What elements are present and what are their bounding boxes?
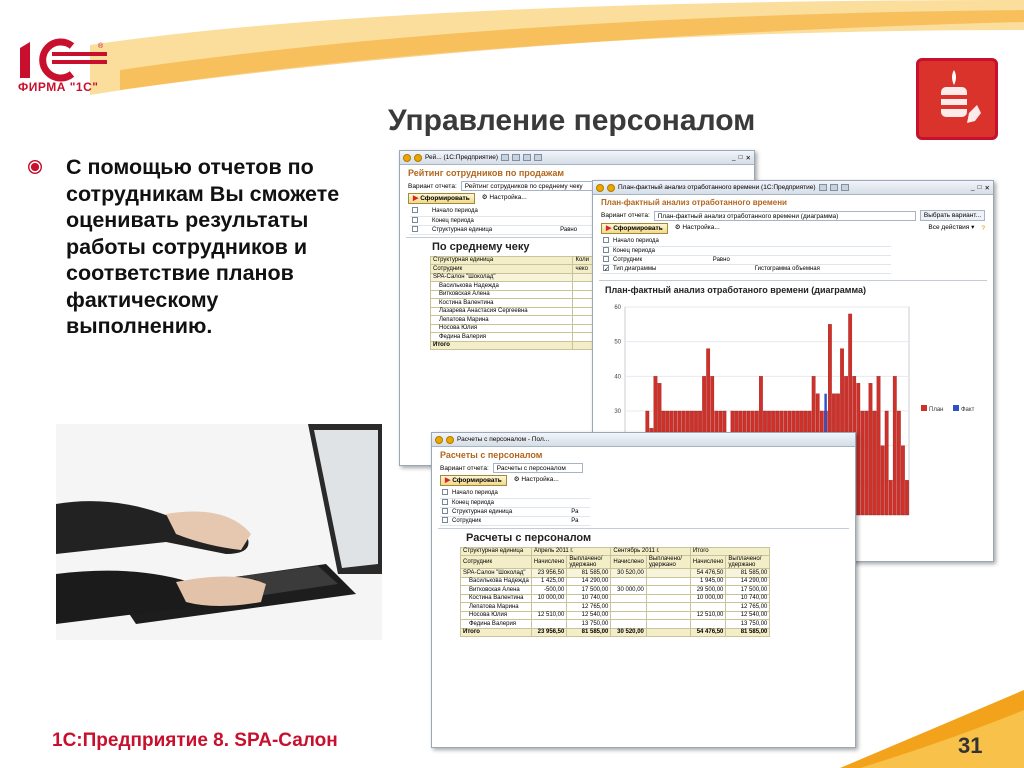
- generate-button[interactable]: [440, 475, 507, 486]
- col-header: Выплачено/ удержано: [567, 556, 611, 569]
- cell: 10 740,00: [567, 594, 611, 603]
- window-toolbar: [432, 433, 855, 447]
- table-row: [461, 594, 770, 603]
- param-row[interactable]: [440, 489, 590, 498]
- window-toolbar: [400, 151, 754, 165]
- payroll-table: [460, 547, 770, 638]
- cell: [611, 577, 647, 586]
- variant-field[interactable]: План-фактный анализ отработанного времени (диаграмма): [654, 211, 916, 221]
- param-checkbox[interactable]: [603, 247, 609, 253]
- param-checkbox[interactable]: [442, 517, 448, 523]
- generate-button[interactable]: [408, 193, 475, 204]
- maximize-button[interactable]: □: [738, 154, 743, 161]
- param-name: Структурная единица: [430, 225, 558, 234]
- cell: 1 945,00: [690, 577, 726, 586]
- col-header: Начислено: [611, 556, 647, 569]
- cell: 30 000,00: [611, 586, 647, 595]
- cell: 29 500,00: [690, 586, 726, 595]
- param-cond: [711, 246, 753, 255]
- param-row[interactable]: [410, 216, 600, 225]
- settings-label: Настройка...: [521, 476, 559, 483]
- param-name: Конец периода: [611, 246, 711, 255]
- settings-button[interactable]: ⚙ Настройка...: [513, 476, 559, 483]
- cell: [531, 620, 567, 629]
- cell: [646, 603, 690, 612]
- cell: [646, 620, 690, 629]
- cell: [646, 594, 690, 603]
- param-name: Конец периода: [430, 216, 558, 225]
- cell: 12 765,00: [726, 603, 770, 612]
- params-table: [601, 237, 891, 274]
- menu-icon[interactable]: [414, 154, 422, 162]
- toolbar-button[interactable]: [819, 184, 827, 191]
- param-checkbox[interactable]: [603, 256, 609, 262]
- cell: 10 000,00: [531, 594, 567, 603]
- cell: Лепатова Марина: [461, 603, 532, 612]
- cell: Витковская Алена: [461, 586, 532, 595]
- col-header: Структурная единица: [431, 256, 573, 265]
- report-heading: План-фактный анализ отработанного времени: [601, 198, 787, 207]
- col-header: Сентябрь 2011 г.: [611, 547, 691, 556]
- bar-plan: [877, 376, 880, 515]
- table-row: Костина Валентина: [431, 299, 573, 308]
- cell: [690, 620, 726, 629]
- total-row: Итого: [431, 341, 573, 350]
- col-header: Апрель 2011 г.: [531, 547, 611, 556]
- bar-plan: [881, 445, 884, 514]
- play-icon: ▶: [413, 195, 419, 202]
- param-name: Начало периода: [450, 489, 569, 498]
- table-row: [461, 620, 770, 629]
- bar-plan: [889, 480, 892, 515]
- toolbar-button[interactable]: [523, 154, 531, 161]
- settings-button[interactable]: ⚙ Настройка...: [674, 224, 720, 231]
- window-title: План-фактный анализ отработанного времени (1С:Предприятие): [618, 184, 816, 191]
- cell: Федина Валерия: [461, 620, 532, 629]
- footer-text: 1С:Предприятие 8. SPA-Салон: [52, 730, 338, 751]
- toolbar-button[interactable]: [830, 184, 838, 191]
- param-checkbox[interactable]: [412, 207, 418, 213]
- cell: 14 290,00: [726, 577, 770, 586]
- app-icon: [596, 184, 604, 192]
- bar-plan: [885, 411, 888, 515]
- svg-text:®: ®: [98, 43, 104, 50]
- table-row: Васильковa Надежда: [431, 282, 573, 291]
- cell: Костина Валентина: [461, 594, 532, 603]
- cell: 81 585,00: [726, 628, 770, 637]
- cell: Носова Юлия: [461, 611, 532, 620]
- col-header: Начислено: [690, 556, 726, 569]
- cell: 23 956,50: [531, 628, 567, 637]
- bar-plan: [893, 376, 896, 515]
- param-value: Гистограмма объемная: [753, 264, 891, 273]
- maximize-button[interactable]: □: [977, 184, 982, 191]
- col-header: Сотрудник: [461, 556, 532, 569]
- param-row[interactable]: [601, 246, 891, 255]
- legend-swatch: [921, 405, 927, 411]
- param-cond: Равно: [558, 225, 600, 234]
- logo-text: ФИРМА "1С": [18, 80, 99, 94]
- bar-plan: [897, 411, 900, 515]
- toolbar-button[interactable]: [534, 154, 542, 161]
- menu-icon[interactable]: [607, 184, 615, 192]
- cell: [611, 620, 647, 629]
- bar-plan: [861, 411, 864, 515]
- legend-label: План: [929, 406, 944, 413]
- col-header: Итого: [690, 547, 770, 556]
- cell: 12 765,00: [567, 603, 611, 612]
- param-row[interactable]: [440, 507, 590, 516]
- table-row: Носова Юлия: [431, 324, 573, 333]
- variant-label: Вариант отчета:: [440, 464, 489, 472]
- all-actions-menu[interactable]: Все действия ▾: [928, 224, 975, 231]
- report-title: По среднему чеку: [432, 240, 530, 253]
- table-row: Лепатова Марина: [431, 316, 573, 325]
- minimize-button[interactable]: _: [970, 184, 975, 191]
- header-swoosh: [0, 0, 1024, 120]
- bullet-icon: [28, 160, 42, 174]
- variant-label: Вариант отчета:: [408, 182, 457, 190]
- table-row: Федина Валерия: [431, 333, 573, 342]
- col-header: Выплачено/ удержано: [646, 556, 690, 569]
- cell: Итого: [461, 628, 532, 637]
- cell: 30 520,00: [611, 569, 647, 578]
- cell: [646, 569, 690, 578]
- param-value: [753, 246, 891, 255]
- report-heading: Расчеты с персоналом: [440, 450, 543, 460]
- variant-label: Вариант отчета:: [601, 212, 650, 219]
- variant-field[interactable]: Расчеты с персоналом: [493, 463, 583, 473]
- cell: [611, 594, 647, 603]
- param-row[interactable]: [410, 207, 600, 216]
- bar-plan: [869, 383, 872, 515]
- play-icon: ▶: [606, 225, 612, 232]
- cell: 17 500,00: [726, 586, 770, 595]
- y-tick-label: 60: [614, 304, 621, 311]
- cell: 14 290,00: [567, 577, 611, 586]
- y-tick-label: 50: [614, 339, 621, 346]
- chart-title: План-фактный анализ отработаного времени (диаграмма): [605, 284, 866, 295]
- param-row[interactable]: [440, 498, 590, 507]
- window-payroll: [431, 432, 856, 748]
- param-name: Сотрудник: [450, 516, 569, 525]
- window-toolbar: [593, 181, 993, 195]
- cell: [531, 603, 567, 612]
- page-number: 31: [958, 733, 983, 758]
- close-button[interactable]: ✕: [745, 154, 751, 162]
- param-checkbox[interactable]: ✓: [604, 266, 610, 273]
- table-row: [461, 611, 770, 620]
- param-name: Начало периода: [611, 237, 711, 246]
- cell: 30 520,00: [611, 628, 647, 637]
- slide-title: Управление персоналом: [388, 104, 756, 137]
- cell: 54 476,50: [690, 628, 726, 637]
- toolbar-button[interactable]: [512, 154, 520, 161]
- total-row: [461, 628, 770, 637]
- legend-swatch: [953, 405, 959, 411]
- cell: 12 540,00: [567, 611, 611, 620]
- candle-icon: [916, 58, 998, 140]
- cell: 13 750,00: [726, 620, 770, 629]
- param-checkbox[interactable]: [412, 217, 418, 223]
- report-heading: Рейтинг сотрудников по продажам: [408, 168, 565, 178]
- toolbar-button[interactable]: [501, 154, 509, 161]
- param-row[interactable]: [410, 225, 600, 234]
- report-title: Расчеты с персоналом: [466, 531, 592, 544]
- cell: [646, 628, 690, 637]
- table-row: Лазарева Анастасия Сергеевна: [431, 307, 573, 316]
- param-cond: [711, 264, 753, 273]
- report-table: [430, 256, 600, 351]
- param-cond: [711, 237, 753, 246]
- bar-plan: [857, 383, 860, 515]
- settings-button[interactable]: ⚙ Настройка...: [481, 194, 527, 201]
- play-icon: ▶: [445, 477, 451, 484]
- param-cond: Ра: [569, 516, 590, 525]
- settings-label: Настройка...: [682, 224, 720, 231]
- bar-plan: [901, 445, 904, 514]
- param-name: Начало периода: [430, 207, 558, 216]
- cell: [611, 603, 647, 612]
- cell: -500,00: [531, 586, 567, 595]
- footer-swoosh: [840, 690, 1024, 768]
- param-checkbox[interactable]: [442, 508, 448, 514]
- table-row: [461, 603, 770, 612]
- generate-label: Сформировать: [420, 195, 470, 202]
- cell: 81 585,00: [726, 569, 770, 578]
- col-header: Начислено: [531, 556, 567, 569]
- group-row: SPA-Салон "Шоколад": [431, 273, 573, 282]
- cell: [611, 611, 647, 620]
- param-cond: [569, 489, 590, 498]
- toolbar-button[interactable]: [841, 184, 849, 191]
- param-row[interactable]: [601, 255, 891, 264]
- cell: 12 540,00: [726, 611, 770, 620]
- table-row: [461, 586, 770, 595]
- param-name: Сотрудник: [611, 255, 711, 264]
- cell: 10 740,00: [726, 594, 770, 603]
- param-cond: Ра: [569, 507, 590, 516]
- laptop-photo: [56, 424, 382, 640]
- choose-variant-button[interactable]: Выбрать вариант...: [920, 210, 985, 221]
- close-button[interactable]: ✕: [984, 184, 990, 192]
- variant-field[interactable]: Рейтинг сотрудников по среднему чеку: [461, 181, 746, 191]
- param-row[interactable]: [601, 237, 891, 246]
- help-icon[interactable]: ?: [981, 225, 985, 232]
- app-icon: [435, 436, 443, 444]
- param-checkbox[interactable]: [442, 489, 448, 495]
- param-cond: Равно: [711, 255, 753, 264]
- menu-icon[interactable]: [446, 436, 454, 444]
- param-checkbox[interactable]: [442, 499, 448, 505]
- param-name: Структурная единица: [450, 507, 569, 516]
- params-table: [440, 489, 590, 526]
- col-header: Сотрудник: [431, 265, 573, 274]
- param-cond: [569, 498, 590, 507]
- bar-plan: [865, 411, 868, 515]
- col-header: Структурная единица: [461, 547, 532, 556]
- settings-label: Настройка...: [489, 194, 527, 201]
- cell: 13 750,00: [567, 620, 611, 629]
- generate-label: Сформировать: [452, 477, 502, 484]
- cell: 12 510,00: [531, 611, 567, 620]
- params-table: [410, 207, 600, 235]
- window-title: Расчеты с персоналом - Пол...: [457, 436, 550, 443]
- cell: 10 000,00: [690, 594, 726, 603]
- generate-button[interactable]: [601, 223, 668, 234]
- table-row: [461, 577, 770, 586]
- cell: [646, 611, 690, 620]
- y-tick-label: 30: [614, 408, 621, 415]
- y-tick-label: 40: [614, 373, 621, 380]
- generate-label: Сформировать: [613, 225, 663, 232]
- param-value: [753, 255, 891, 264]
- bar-plan: [873, 411, 876, 515]
- cell: Васильковa Надежда: [461, 577, 532, 586]
- param-checkbox[interactable]: [412, 226, 418, 232]
- legend-label: Факт: [961, 406, 975, 413]
- col-header: чеко: [573, 265, 600, 274]
- group-row: [461, 569, 770, 578]
- report-area: [438, 528, 849, 708]
- cell: 54 476,50: [690, 569, 726, 578]
- param-row[interactable]: [440, 516, 590, 525]
- app-icon: [403, 154, 411, 162]
- param-name: Конец периода: [450, 498, 569, 507]
- param-name: Тип диаграммы: [611, 264, 711, 273]
- col-header: Выплачено/ удержано: [726, 556, 770, 569]
- cell: 81 585,00: [567, 569, 611, 578]
- cell: [690, 603, 726, 612]
- cell: 17 500,00: [567, 586, 611, 595]
- bar-plan: [905, 480, 908, 515]
- window-title: Рей... (1С:Предприятие): [425, 154, 499, 161]
- bullet-text: С помощью отчетов по сотрудникам Вы сможете оценивать результаты работы сотрудников и соответствие планов фактическому выполнению.: [66, 155, 340, 338]
- param-row[interactable]: [601, 264, 891, 273]
- param-value: [753, 237, 891, 246]
- cell: 81 585,00: [567, 628, 611, 637]
- cell: 23 956,50: [531, 569, 567, 578]
- cell: 1 425,00: [531, 577, 567, 586]
- cell: [646, 577, 690, 586]
- cell: SPA-Салон "Шоколад": [461, 569, 532, 578]
- col-header: Коли: [573, 256, 600, 265]
- cell: 12 510,00: [690, 611, 726, 620]
- cell: [646, 586, 690, 595]
- table-row: Витковская Алена: [431, 290, 573, 299]
- minimize-button[interactable]: _: [731, 154, 736, 161]
- param-checkbox[interactable]: [603, 237, 609, 243]
